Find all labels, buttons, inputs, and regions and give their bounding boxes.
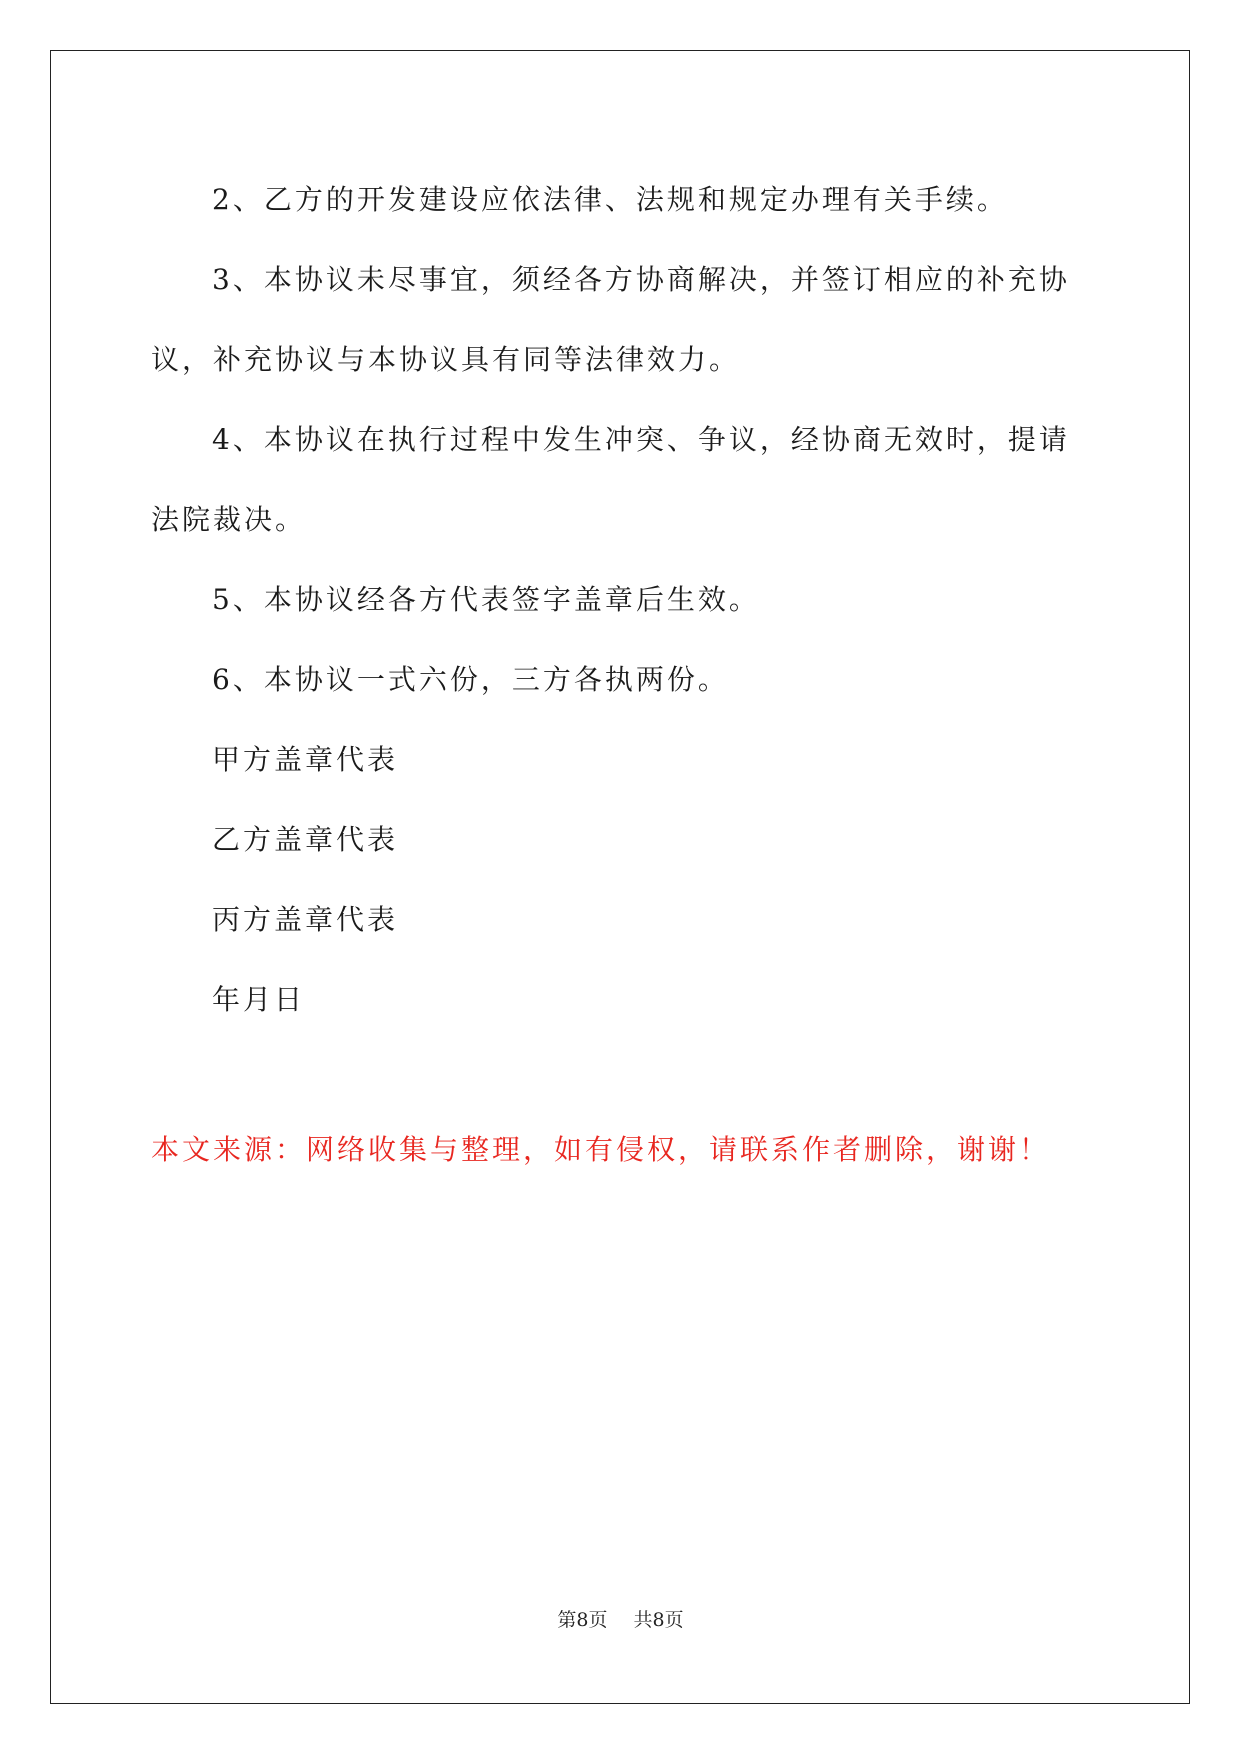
- document-body: [151, 160, 1131, 1040]
- clause-3: 3、本协议未尽事宜，须经各方协商解决，并签订相应的补充协议，补充协议与本协议具有同等法律效力。: [151, 263, 1070, 376]
- clause-5: 5、本协议经各方代表签字盖章后生效。: [212, 583, 760, 616]
- source-disclaimer: 本文来源：网络收集与整理，如有侵权，请联系作者删除，谢谢！: [151, 1133, 1051, 1166]
- clause-4: 4、本协议在执行过程中发生冲突、争议，经协商无效时，提请法院裁决。: [151, 423, 1070, 536]
- party-b-signature-line: 乙方盖章代表: [212, 823, 399, 856]
- page-footer: [0, 1605, 1241, 1632]
- date-line: 年月日: [212, 983, 306, 1016]
- current-page-number: 第8页: [557, 1609, 608, 1631]
- party-a-signature-line: 甲方盖章代表: [212, 743, 399, 776]
- party-c-signature-line: 丙方盖章代表: [212, 903, 399, 936]
- total-page-count: 共8页: [633, 1609, 684, 1631]
- clause-6: 6、本协议一式六份，三方各执两份。: [212, 663, 729, 696]
- clause-2: 2、乙方的开发建设应依法律、法规和规定办理有关手续。: [212, 183, 1008, 216]
